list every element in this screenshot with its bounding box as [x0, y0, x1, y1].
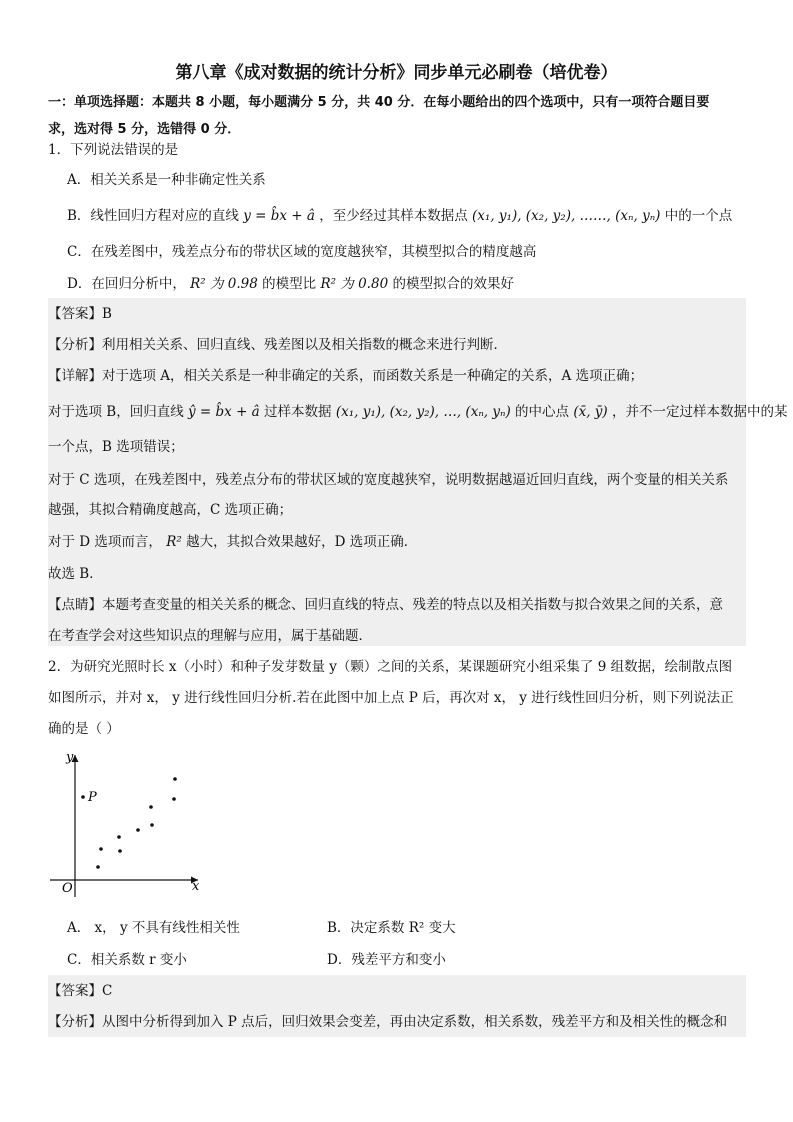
section-heading-line-2: 求，选对得 5 分，选错得 0 分．: [48, 122, 241, 137]
q2-answer: 【答案】C: [48, 983, 113, 999]
scatter-point: [117, 835, 121, 839]
q1-detail-2-center: (x̄, ȳ): [573, 404, 608, 420]
point-p: [81, 795, 85, 799]
q1-option-d: [67, 274, 514, 294]
q1-detail-2-mid: 过样本数据: [264, 404, 332, 420]
q2-stem-2: 如图所示，并对 x， y 进行线性回归分析.若在此图中加上点 P 后，再次对 x， y 进行线性回归分析，则下列说法正: [48, 690, 734, 706]
q1-stem: 1．下列说法错误的是: [48, 142, 179, 158]
y-axis-label: y: [66, 750, 74, 765]
q1-option-b: [67, 206, 732, 226]
q1-detail-6-r2: R²: [166, 534, 182, 550]
q1-detail-5: 越强，其拟合精确度越高，C 选项正确；: [48, 502, 293, 518]
q1-option-b-post: 中的一个点: [664, 208, 733, 224]
page-title: 第八章《成对数据的统计分析》同步单元必刷卷（培优卷）: [175, 63, 618, 83]
q2-option-d: D．残差平方和变小: [327, 952, 446, 968]
q1-option-d-post: 的模型拟合的效果好: [392, 276, 514, 292]
q2-stem-1: 2．为研究光照时长 x（小时）和种子发芽数量 y（颗）之间的关系，某课题研究小组采集了 9 组数据，绘制散点图: [48, 659, 733, 675]
q1-option-b-pre: B．线性回归方程对应的直线: [67, 208, 239, 224]
scatter-point: [150, 823, 154, 827]
section-heading: [48, 89, 748, 143]
scatter-point: [173, 777, 177, 781]
q1-comment-1: 【点睛】本题考查变量的相关关系的概念、回归直线的特点、残差的特点以及相关指数与拟合效果之间的关系，意: [48, 597, 723, 613]
x-axis-label: x: [192, 879, 200, 894]
q1-detail-2-mid2: 的中心点: [515, 404, 570, 420]
section-heading-line-1: 一：单项选择题：本题共 8 小题，每小题满分 5 分，共 40 分．在每小题给出的四个选项中，只有一项符合题目要: [48, 95, 710, 110]
q1-detail-2-post: ，并不一定过样本数据中的某: [612, 404, 788, 420]
q1-detail-2-pre: 对于选项 B，回归直线: [48, 404, 184, 420]
q1-detail-6-pre: 对于 D 选项而言，: [48, 534, 162, 550]
q1-detail-6-post: 越大，其拟合效果越好，D 选项正确．: [186, 534, 418, 550]
origin-label: O: [62, 881, 73, 896]
q1-choice: 故选 B．: [48, 566, 103, 582]
q1-option-b-equation: y = b̂x + â: [243, 208, 315, 224]
point-p-label: P: [88, 790, 97, 805]
q1-detail-6: [48, 532, 417, 552]
scatter-point: [96, 865, 100, 869]
q2-option-b: B．决定系数 R² 变大: [327, 920, 456, 936]
q1-answer: 【答案】B: [48, 306, 112, 322]
q1-option-b-mid: ，至少经过其样本数据点: [319, 208, 468, 224]
q1-option-d-pre: D．在回归分析中，: [67, 276, 186, 292]
scatter-point: [136, 828, 140, 832]
q1-comment-2: 在考查学会对这些知识点的理解与应用，属于基础题．: [48, 628, 372, 644]
q1-detail-1: 【详解】对于选项 A，相关关系是一种非确定的关系，而函数关系是一种确定的关系，A 选项正确；: [48, 368, 644, 384]
q1-option-d-r2-second: R² 为 0.80: [320, 276, 389, 292]
q1-detail-2-points: (x₁, y₁), (x₂, y₂), …, (xₙ, yₙ): [335, 404, 511, 420]
q1-option-d-r2-first: R² 为 0.98: [190, 276, 258, 292]
q1-option-a: A．相关关系是一种非确定性关系: [67, 172, 266, 188]
q2-option-a: A． x， y 不具有线性相关性: [67, 920, 240, 936]
q1-detail-4: 对于 C 选项，在残差图中，残差点分布的带状区域的宽度越狭窄，说明数据越逼近回归直线，两个变量的相关关系: [48, 472, 729, 488]
q2-stem-3: 确的是（ ）: [48, 721, 120, 737]
q2-scatter-plot: [40, 745, 220, 905]
q1-option-c: C．在残差图中，残差点分布的带状区域的宽度越狭窄，其模型拟合的精度越高: [67, 244, 537, 260]
scatter-point: [149, 805, 153, 809]
q2-analysis: 【分析】从图中分析得到加入 P 点后，回归效果会变差，再由决定系数，相关系数，残差平方和及相关性的概念和: [48, 1014, 728, 1030]
scatter-point: [118, 849, 122, 853]
scatter-point: [99, 847, 103, 851]
q1-option-b-points: (x₁, y₁), (x₂, y₂), ……, (xₙ, yₙ): [472, 208, 661, 224]
q2-option-c: C．相关系数 r 变小: [67, 952, 187, 968]
q1-detail-2-equation: ŷ = b̂x + â: [188, 404, 260, 420]
q1-detail-3: 一个点，B 选项错误；: [48, 439, 184, 455]
q1-detail-2: [48, 402, 788, 422]
scatter-point: [172, 797, 176, 801]
q1-option-d-mid: 的模型比: [262, 276, 317, 292]
q1-analysis: 【分析】利用相关关系、回归直线、残差图以及相关指数的概念来进行判断．: [48, 337, 507, 353]
